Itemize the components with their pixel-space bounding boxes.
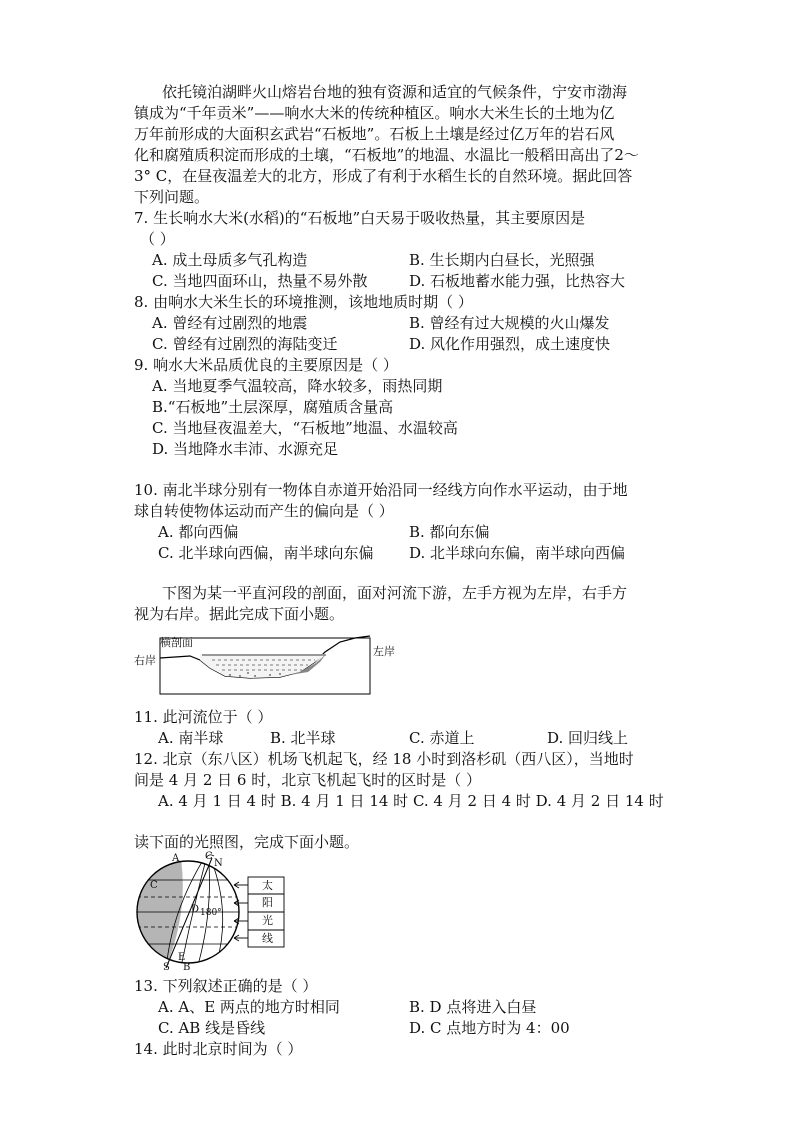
q7-option-a: A. 成土母质多气孔构造	[152, 251, 308, 269]
globe-label-s: S	[163, 962, 170, 973]
q13-option-d: D. C 点地方时为 4：00	[409, 1019, 570, 1037]
q10-stem-line-2: 球自转使物体运动而产生的偏向是（ ）	[134, 502, 394, 520]
globe-label-180: 180°	[200, 908, 222, 918]
intro-line-5: 3° C，在昼夜温差大的北方，形成了有利于水稻生长的自然环境。据此回答	[134, 167, 633, 185]
q8-stem: 8. 由响水大米生长的环境推测，该地地质时期（ ）	[134, 293, 473, 311]
intro-line-3: 万年前形成的大面积玄武岩“石板地”。石板上土壤是经过亿万年的岩石风	[134, 125, 615, 143]
q8-option-a: A. 曾经有过剧烈的地震	[152, 314, 308, 332]
sun-ray-char-2: 阳	[262, 896, 273, 909]
river-water	[200, 654, 325, 678]
q13-option-a: A. A、E 两点的地方时相同	[158, 998, 340, 1016]
intro-line-2: 镇成为“千年贡米”——响水大米的传统种植区。响水大米生长的土地为亿	[134, 104, 615, 122]
q9-option-c: C. 当地昼夜温差大，“石板地”地温、水温较高	[152, 419, 458, 437]
globe-label-e: E	[178, 952, 186, 963]
q14-stem: 14. 此时北京时间为（ ）	[134, 1040, 303, 1058]
globe-label-b: B	[183, 962, 191, 973]
globe-label-a: A	[172, 853, 180, 864]
q10-option-a: A. 都向西偏	[158, 523, 239, 541]
q11-option-d: D. 回归线上	[547, 729, 629, 747]
q13-option-c: C. AB 线是昏线	[158, 1019, 266, 1037]
river-intro-line-2: 视为右岸。据此完成下面小题。	[134, 605, 345, 623]
q7-answer-paren: （ ）	[140, 230, 175, 248]
q13-stem: 13. 下列叙述正确的是（ ）	[134, 977, 318, 995]
sun-ray-char-4: 线	[262, 932, 273, 945]
globe-label-c: C	[150, 880, 158, 891]
q7-option-b: B. 生长期内白昼长，光照强	[409, 251, 595, 269]
q11-stem: 11. 此河流位于（ ）	[134, 708, 273, 726]
q11-option-a: A. 南半球	[158, 729, 224, 747]
q7-option-d: D. 石板地蓄水能力强，比热容大	[409, 272, 626, 290]
q12-options: A. 4 月 1 日 4 时 B. 4 月 1 日 14 时 C. 4 月 2 日 4 时 D. 4 月 2 日 14 时	[158, 792, 664, 810]
river-intro-line-1: 下图为某一平直河段的剖面，面对河流下游，左手方视为左岸，右手方	[162, 584, 628, 602]
q8-option-d: D. 风化作用强烈，成土速度快	[409, 335, 611, 353]
q12-stem-line-2: 间是 4 月 2 日 6 时，北京飞机起飞时的区时是（ ）	[134, 771, 482, 789]
globe-label-n: N	[214, 858, 223, 869]
q12-stem-line-1: 12. 北京（东八区）机场飞机起飞，经 18 小时到洛杉矶（西八区），当地时	[134, 750, 634, 768]
q8-option-c: C. 曾经有过剧烈的海陆变迁	[152, 335, 338, 353]
intro-line-1: 依托镜泊湖畔火山熔岩台地的独有资源和适宜的气候条件，宁安市渤海	[162, 83, 628, 101]
q10-option-c: C. 北半球向西偏，南半球向东偏	[158, 544, 374, 562]
q11-option-b: B. 北半球	[270, 729, 336, 747]
q10-option-b: B. 都向东偏	[409, 523, 490, 541]
q9-stem: 9. 响水大米品质优良的主要原因是（ ）	[134, 356, 398, 374]
figure-caption-section: 横剖面	[160, 636, 193, 649]
intro-line-4: 化和腐殖质积淀而形成的土壤，“石板地”的地温、水温比一般稻田高出了2～	[134, 146, 639, 164]
q9-option-a: A. 当地夏季气温较高，降水较多，雨热同期	[152, 377, 443, 395]
q13-option-b: B. D 点将进入白昼	[409, 998, 537, 1016]
q7-stem: 7. 生长响水大米(水稻)的“石板地”白天易于吸收热量，其主要原因是	[134, 209, 586, 227]
q9-option-d: D. 当地降水丰沛、水源充足	[152, 440, 339, 458]
label-left-bank: 左岸	[373, 645, 395, 658]
sun-ray-char-3: 光	[262, 914, 273, 927]
q8-option-b: B. 曾经有过大规模的火山爆发	[409, 314, 610, 332]
q10-option-d: D. 北半球向东偏，南半球向西偏	[409, 544, 626, 562]
q10-stem-line-1: 10. 南北半球分别有一物体自赤道开始沿同一经线方向作水平运动，由于地	[134, 481, 628, 499]
light-diagram-intro: 读下面的光照图，完成下面小题。	[134, 833, 360, 851]
intro-line-6: 下列问题。	[134, 188, 210, 206]
q9-option-b: B.“石板地”土层深厚，腐殖质含量高	[152, 398, 394, 416]
globe-label-d: D	[191, 904, 200, 915]
globe-label-c-top: C	[205, 851, 213, 862]
sun-ray-char-1: 太	[262, 879, 273, 892]
q11-option-c: C. 赤道上	[409, 729, 475, 747]
q7-option-c: C. 当地四面环山，热量不易外散	[152, 272, 368, 290]
label-right-bank: 右岸	[134, 654, 156, 667]
